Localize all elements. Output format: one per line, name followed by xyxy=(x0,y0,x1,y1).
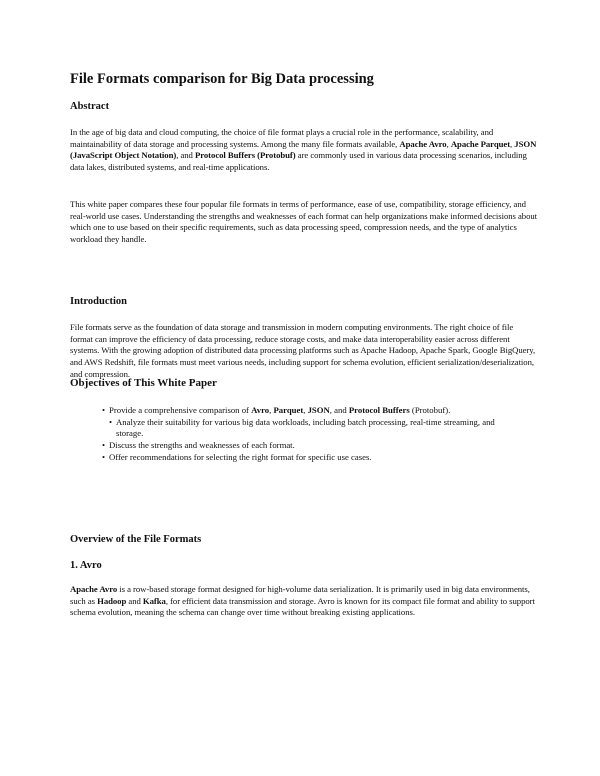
avro-heading: 1. Avro xyxy=(70,560,102,571)
objectives-list xyxy=(102,405,540,464)
abstract-paragraph-1: In the age of big data and cloud computing, the choice of file format plays a crucial role in the performance, scalability, and maintainability of data storage and processing systems. Among the many file formats available, Apache Avro, Apache Parquet, JSON (JavaScript Object Notation), and Protocol Buffers (Protobuf) are commonly used in various data processing scenarios, including data lakes, distributed systems, and real-time applications. xyxy=(70,127,537,173)
document-title: File Formats comparison for Big Data processing xyxy=(70,71,374,87)
list-item: • Provide a comprehensive comparison of Avro, Parquet, JSON, and Protocol Buffers (Protobuf). xyxy=(102,405,451,415)
overview-heading: Overview of the File Formats xyxy=(70,534,202,545)
introduction-heading: Introduction xyxy=(70,296,127,307)
avro-paragraph: Apache Avro is a row-based storage format designed for high-volume data serialization. It is primarily used in big data environments, such as Hadoop and Kafka, for efficient data transmission and storage. Avro is known for its compact file format and ability to support schema evolution, meaning the schema can change over time without breaking existing applications. xyxy=(70,584,535,618)
objectives-heading: Objectives of This White Paper xyxy=(70,377,217,389)
abstract-heading: Abstract xyxy=(70,101,110,112)
abstract-paragraph-2: This white paper compares these four popular file formats in terms of performance, ease of use, compatibility, storage efficiency, and real-world use cases. Understanding the strengths and weaknesses of each format can help organizations make informed decisions about which one to use based on their specific requirements, such as data processing speed, compression needs, and the type of analytics workload they handle. xyxy=(70,199,538,245)
list-item: • Analyze their suitability for various big data workloads, including batch processing, real-time streaming, and storage. xyxy=(109,416,495,439)
list-item: • Discuss the strengths and weaknesses of each format. xyxy=(102,440,295,451)
list-item: • Offer recommendations for selecting the right format for specific use cases. xyxy=(102,451,372,462)
introduction-paragraph: File formats serve as the foundation of data storage and transmission in modern computing environments. The right choice of file format can improve the efficiency of data processing, reduce storage costs, and make data interoperability easier across different systems. With the growing adoption of distributed data processing platforms such as Apache Hadoop, Apache Spark, Google BigQuery, and AWS Redshift, file formats must meet various needs, including support for schema evolution, efficient serialization/deserialization, and compression. xyxy=(70,322,536,379)
